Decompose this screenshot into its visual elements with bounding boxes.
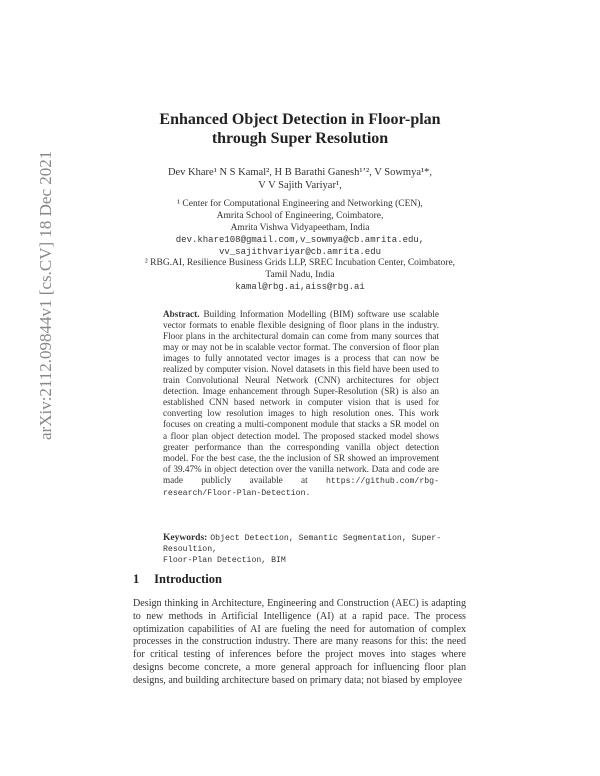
keywords-heading: Keywords: [163,533,208,543]
abstract-code-link[interactable]: https://github.com/rbg-research/Floor-Plan-Detection. [163,476,439,498]
keywords [163,533,493,566]
affiliation-1-email-1[interactable]: dev.khare108@gmail.com,v_sowmya@cb.amrita.edu, [175,235,425,245]
abstract [163,309,439,499]
abstract-text: Building Information Modelling (BIM) software use scalable vector formats to enable flexible designing of floor plans in the industry. Floor plans in the architectural domain can come from many sources that may or may not be in scalable vector format. The conversion of floor plan images to fully annotated vector images is a process that can now be realized by computer vision. Novel datasets in this field have been used to train Convolutional Neural Network (CNN) architectures for object detection. Image enhancement through Super-Resolution (SR) is also an established CNN based network in computer vision that is used for converting low resolution images to high resolution ones. This work focuses on creating a multi-component module that stacks a SR model on a floor plan object detection model. The proposed stacked model shows greater performance than the corresponding vanilla object detection model. For the best case, the the inclusion of SR showed an improvement of 39.47% in object detection over the vanilla network. Data and code are made publicly available at [163,309,440,485]
arxiv-stamp: arXiv:2112.09844v1 [cs.CV] 18 Dec 2021 [36,150,55,440]
keywords-line-1: Object Detection, Semantic Segmentation, Super-Resoultion, [163,534,442,554]
affiliation-2-line-1: ² RBG.AI, Resilience Business Grids LLP, SREC Incubation Center, Coimbatore, [144,258,456,268]
abstract-heading: Abstract. [163,309,200,319]
affiliation-1-line-2: Amrita School of Engineering, Coimbatore, [216,211,384,221]
authors-line-1: Dev Khare¹ N S Kamal², H B Barathi Ganesh¹ʼ², V Sowmya¹*, [167,167,433,178]
authors-line-2: V V Sajith Variyar¹, [258,180,342,191]
paper-title-line-2: through Super Resolution [211,130,389,147]
affiliation-2-email[interactable]: kamal@rbg.ai,aiss@rbg.ai [235,282,365,292]
paper-title-line-1: Enhanced Object Detection in Floor-plan [159,111,441,128]
section-title: Introduction [154,572,222,586]
section-number: 1 [133,572,140,586]
section-heading-introduction [133,572,222,587]
affiliation-1-email-2[interactable]: vv_sajithvariyar@cb.amrita.edu [218,247,382,257]
affiliation-1-line-1: ¹ Center for Computational Engineering and Networking (CEN), [177,199,423,209]
keywords-line-2: Floor-Plan Detection, BIM [163,556,286,565]
affiliation-2-line-2: Tamil Nadu, India [265,270,335,280]
introduction-paragraph: Design thinking in Architecture, Engineering and Construction (AEC) is adapting to new methods in Artificial Intelligence (AI) at a rapid pace. The process optimization capabilities of AI are fueling the need for automation of complex processes in the construction industry. There are many reasons for this: the need for critical testing of inferences before the project moves into stages where designs become concrete, a more general approach for influencing floor plan designs, and building architecture based on primary data; not biased by employee [133,598,466,686]
affiliation-1-line-3: Amrita Vishwa Vidyapeetham, India [230,223,370,233]
